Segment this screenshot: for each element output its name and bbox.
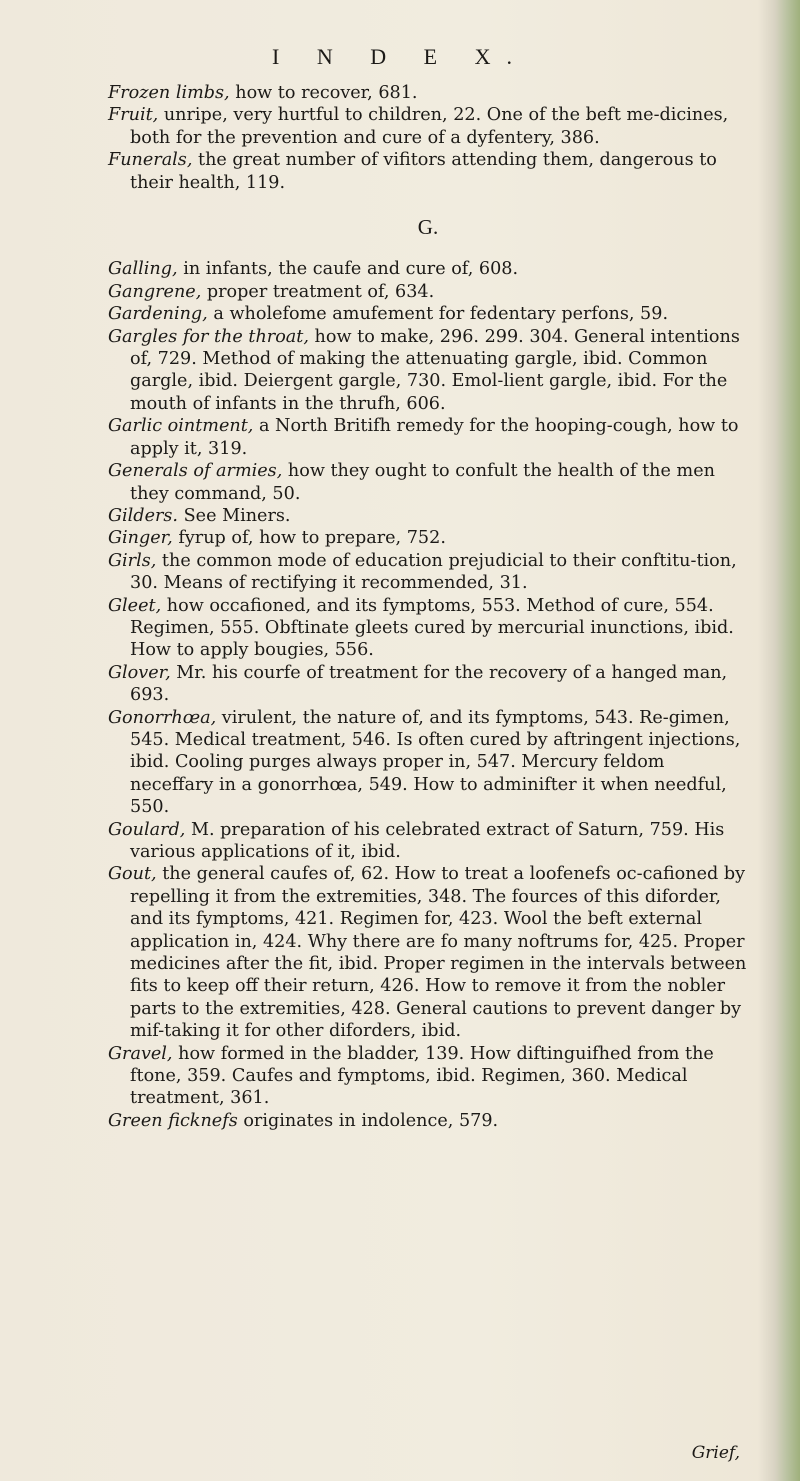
index-entry [108, 819, 748, 864]
index-term: Frozen limbs, [108, 83, 230, 103]
section-g [108, 258, 748, 1132]
index-entry [108, 595, 748, 662]
page-edge-shadow [758, 0, 800, 1481]
index-text: a wholefome amufement for fedentary perfons, 59. [207, 304, 669, 325]
index-entry [108, 303, 748, 325]
index-entry [108, 149, 748, 194]
index-term: Galling, [108, 259, 178, 280]
page-header: I N D E X. [272, 44, 528, 69]
section-letter-g: G. [417, 215, 439, 240]
catchword: Grief, [691, 1443, 740, 1463]
index-entry [108, 863, 748, 1042]
index-entry [108, 505, 748, 527]
index-entry [108, 281, 748, 303]
index-term: Funerals, [108, 150, 193, 171]
index-term: Gout, [108, 864, 157, 885]
index-text: the common mode of education prejudicial to their conftitu-tion, 30. Means of rectifying it recommended, 31. [130, 550, 737, 594]
index-entry [108, 258, 748, 280]
index-text: how they ought to confult the health of the men they command, 50. [130, 461, 715, 504]
index-text: in infants, the caufe and cure of, 608. [177, 259, 519, 280]
index-term: Garlic ointment, [108, 416, 254, 437]
index-term: Green ficknefs [108, 1110, 238, 1131]
index-term: Generals of armies, [108, 461, 283, 482]
index-entry [108, 82, 748, 104]
index-entry [108, 1110, 748, 1132]
index-text: how to make, 296. 299. 304. General intentions of, 729. Method of making the attenuating gargle, ibid. Common gargle, ibid. Deiergent gargle, 730. Emol-lient gargle, ibid. For the mouth of infants in the thrufh, 606. [130, 326, 740, 414]
index-entry [108, 662, 748, 707]
index-entry [108, 707, 748, 819]
index-text: originates in indolence, 579. [237, 1110, 499, 1131]
section-f [108, 82, 748, 194]
index-term: Gilders. [108, 505, 179, 526]
index-term: Gonorrhœa, [108, 707, 217, 728]
index-term: Ginger, [108, 528, 173, 549]
index-entry [108, 415, 748, 460]
index-term: Goulard, [108, 819, 186, 840]
index-entry [108, 460, 748, 505]
index-text: how formed in the bladder, 139. How diftinguifhed from the ftone, 359. Caufes and fymptoms, ibid. Regimen, 360. Medical treatment, 361. [130, 1043, 714, 1109]
index-term: Fruit, [108, 105, 159, 126]
index-entry [108, 527, 748, 549]
index-term: Glover, [108, 662, 171, 683]
index-text: See Miners. [178, 505, 291, 526]
index-text: unripe, very hurtful to children, 22. One of the beft me-dicines, both for the prevention and cure of a dyfentery, 386. [130, 105, 729, 148]
index-term: Gangrene, [108, 281, 202, 302]
index-text: the great number of vifitors attending them, dangerous to their health, 119. [130, 150, 717, 193]
index-text: how to recover, 681. [229, 83, 418, 103]
index-text: how occafioned, and its fymptoms, 553. Method of cure, 554. Regimen, 555. Obftinate gleets cured by mercurial inunctions, ibid. How to apply bougies, 556. [130, 595, 734, 661]
index-text: the general caufes of, 62. How to treat a loofenefs oc-cafioned by repelling it from the extremities, 348. The fources of this diforder, and its fymptoms, 421. Regimen for, 423. Wool the beft external application in, 424. Why there are fo many noftrums for, 425. Proper medicines after the fit, ibid. Proper regimen in the intervals between fits to keep off their return, 426. How to remove it from the nobler parts to the extremities, 428. General cautions to prevent danger by mif-taking it for other diforders, ibid. [130, 864, 747, 1042]
index-text: fyrup of, how to prepare, 752. [172, 528, 446, 549]
index-term: Gleet, [108, 595, 162, 616]
index-text: a North Britifh remedy for the hooping-cough, how to apply it, 319. [130, 416, 739, 459]
index-entry [108, 1043, 748, 1110]
index-entry [108, 326, 748, 416]
index-term: Gargles for the throat, [108, 326, 309, 347]
index-entry [108, 550, 748, 595]
index-entry [108, 104, 748, 149]
index-text: virulent, the nature of, and its fymptoms, 543. Re-gimen, 545. Medical treatment, 546. Is often cured by aftringent injections, ibid. Cooling purges always proper in, 547. Mercury feldom neceffary in a gonorrhœa, 549. How to adminifter it when needful, 550. [130, 707, 741, 818]
index-term: Gravel, [108, 1043, 173, 1064]
index-content [108, 82, 748, 1132]
index-text: Mr. his courfe of treatment for the recovery of a hanged man, 693. [130, 662, 728, 706]
index-text: proper treatment of, 634. [201, 281, 435, 302]
index-term: Gardening, [108, 304, 208, 325]
index-term: Girls, [108, 550, 157, 571]
index-text: M. preparation of his celebrated extract of Saturn, 759. His various applications of it, ibid. [130, 819, 725, 862]
